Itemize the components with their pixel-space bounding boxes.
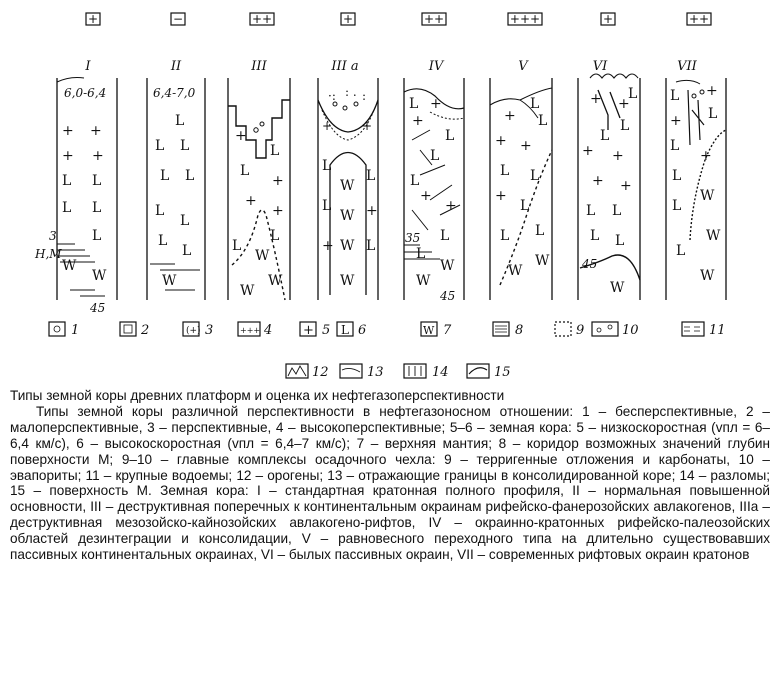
- svg-text:W: W: [240, 283, 255, 299]
- svg-text:L: L: [500, 228, 510, 244]
- svg-text:+: +: [362, 119, 373, 133]
- svg-text:W: W: [440, 258, 455, 274]
- svg-text:5: 5: [322, 323, 331, 338]
- svg-text:+: +: [62, 148, 74, 164]
- svg-text:+++: +++: [240, 326, 261, 335]
- svg-text::: :: [362, 89, 367, 103]
- svg-text:L: L: [158, 233, 168, 249]
- svg-text:L: L: [232, 238, 242, 254]
- svg-text:L: L: [409, 96, 419, 112]
- svg-text:L: L: [672, 198, 682, 214]
- svg-text:L: L: [92, 173, 102, 189]
- svg-text:W: W: [508, 263, 523, 279]
- svg-text:L: L: [322, 158, 332, 174]
- legend-item-4: [238, 322, 272, 338]
- rating-row: [86, 12, 711, 26]
- rating-box-II: [171, 12, 185, 26]
- svg-text:+: +: [618, 96, 630, 112]
- column-label-IV: IV: [428, 59, 444, 74]
- rating-box-I: [86, 12, 100, 26]
- svg-text:W: W: [535, 253, 550, 269]
- svg-text:L: L: [615, 233, 625, 249]
- rating-symbol: −: [172, 12, 184, 26]
- svg-text:L: L: [62, 200, 72, 216]
- legend-item-5: [300, 322, 330, 338]
- velocity-range-label: 6,0-6,4: [64, 86, 107, 100]
- rating-box-III: [250, 12, 274, 26]
- column-label-III: III: [251, 59, 267, 74]
- svg-text:+: +: [520, 138, 532, 154]
- rating-box-IV: [422, 12, 446, 26]
- svg-text:12: 12: [312, 365, 329, 380]
- rating-box-IIIa: [341, 12, 355, 26]
- svg-text:L: L: [538, 113, 548, 129]
- rating-symbol: +: [87, 12, 99, 26]
- svg-text:W: W: [268, 273, 283, 289]
- svg-text:+: +: [90, 123, 102, 139]
- legend-item-3: [183, 322, 213, 338]
- svg-text:(+): (+): [186, 326, 201, 336]
- svg-text:L: L: [341, 323, 349, 337]
- svg-text:L: L: [708, 106, 718, 122]
- svg-text:+: +: [303, 323, 314, 338]
- svg-text:W: W: [255, 248, 270, 264]
- svg-text:11: 11: [709, 323, 726, 338]
- svg-text:L: L: [180, 138, 190, 154]
- svg-text:L: L: [612, 203, 622, 219]
- svg-text:+: +: [504, 108, 516, 124]
- legend: [49, 322, 726, 380]
- svg-text:L: L: [628, 86, 638, 102]
- velocity-range-label: 6,4-7,0: [153, 86, 196, 100]
- rating-symbol: +++: [509, 12, 541, 26]
- svg-text:W: W: [162, 273, 177, 289]
- svg-text:+: +: [322, 238, 334, 254]
- caption-title: Типы земной коры древних платформ и оценка их нефтегазоперспективности: [10, 388, 505, 403]
- column-label-V: V: [518, 59, 528, 74]
- svg-text:+: +: [592, 173, 604, 189]
- svg-text:9: 9: [576, 323, 585, 338]
- svg-text:L: L: [155, 203, 165, 219]
- rating-box-VII: [687, 12, 711, 26]
- svg-text:L: L: [670, 88, 680, 104]
- svg-text:W: W: [700, 188, 715, 204]
- svg-text:+: +: [495, 133, 507, 149]
- svg-text:+: +: [235, 128, 247, 144]
- svg-text:+: +: [272, 203, 284, 219]
- rating-symbol: +: [342, 12, 354, 26]
- column-VI: [578, 74, 640, 300]
- svg-text:+: +: [92, 148, 104, 164]
- svg-text:W: W: [92, 268, 107, 284]
- svg-text:W: W: [416, 273, 431, 289]
- moho-label: Н,М: [35, 247, 62, 261]
- svg-text:14: 14: [432, 365, 449, 380]
- column-IIIa: [318, 78, 378, 300]
- svg-text:L: L: [500, 163, 510, 179]
- svg-text:+: +: [612, 148, 624, 164]
- svg-text:L: L: [410, 173, 420, 189]
- svg-text:+: +: [670, 113, 682, 129]
- legend-item-14: [404, 364, 449, 380]
- rating-box-VI: [601, 12, 615, 26]
- svg-text:L: L: [92, 200, 102, 216]
- column-label-IIIa: III а: [331, 59, 359, 74]
- svg-text:3: 3: [205, 323, 214, 338]
- legend-item-1: [49, 322, 79, 338]
- moho-depth-label: 45: [90, 301, 106, 315]
- svg-text:W: W: [706, 228, 721, 244]
- legend-item-12: [286, 364, 329, 380]
- svg-text:L: L: [366, 168, 376, 184]
- svg-text:L: L: [445, 128, 455, 144]
- legend-item-10: [592, 322, 639, 338]
- svg-text:1: 1: [71, 323, 80, 338]
- svg-text:L: L: [182, 243, 192, 259]
- svg-text:L: L: [530, 168, 540, 184]
- svg-text:10: 10: [622, 323, 639, 338]
- svg-text:15: 15: [494, 365, 511, 380]
- svg-text:+: +: [430, 96, 442, 112]
- reflector-depth-label: 3: [49, 229, 57, 243]
- svg-text:+: +: [445, 198, 457, 214]
- svg-text:L: L: [175, 113, 185, 129]
- reflector-depth-label: 35: [405, 231, 421, 245]
- svg-text:L: L: [185, 168, 195, 184]
- svg-text:+: +: [272, 173, 284, 189]
- svg-text:L: L: [180, 213, 190, 229]
- svg-text:: .: : .: [345, 85, 357, 99]
- svg-text:L: L: [670, 138, 680, 154]
- legend-item-9: [555, 322, 584, 338]
- svg-text:L: L: [366, 238, 376, 254]
- column-I: [34, 78, 117, 316]
- svg-text:+: +: [245, 193, 257, 209]
- svg-text:8: 8: [515, 323, 524, 338]
- caption-body: Типы земной коры различной перспективности в нефтегазоносном отношении: 1 – бесперспективные, 2 – малоперспективные, 3 – перспективные, 4 – высокоперспективные; 5–6 – земная кора: 5 – низкоскоростная (vпл = 6–6,4 км/с), 6 – высокоскоростная (vпл = 6,4–7 км/с); 7 – верхняя мантия; 8 – коридор возможных значений глубин поверхности М; 9–10 – главные комплексы осадочного чехла: 9 – терригенные отложения и карбонаты, 10 – эвапориты; 11 – крупные водоемы; 12 – орогены; 13 – отражающие границы в консолидированной коре; 14 – разломы; 15 – поверхность М. Земная кора: I – стандартная кратонная полного профиля, II – нормальная повышенной основности, III – деструктивная поперечных к континентальным окраинам рифейско-фанерозойских авлакогенов, IIIa – деструктивная мезозойско-кайнозойских авлакогено-рифтов, IV – окраинно-кратонных рифейско-палеозойских областей дезинтеграции и консолидации, V – равновесного переходного типа на длительно существовавших пассивных континентальных окраинах, VI – былых пассивных окраин, VII – современных рифтовых окраин кратонов: [10, 403, 770, 563]
- svg-text:W: W: [340, 238, 355, 254]
- svg-text:L: L: [530, 96, 540, 112]
- svg-text:6: 6: [358, 323, 367, 338]
- svg-text:L: L: [92, 228, 102, 244]
- svg-text:L: L: [620, 118, 630, 134]
- column-label-VI: VI: [592, 59, 608, 74]
- svg-text:·:: ·:: [328, 89, 336, 103]
- legend-item-7: [421, 322, 452, 338]
- column-V: [490, 78, 552, 300]
- svg-text:W: W: [62, 258, 77, 274]
- svg-text:L: L: [600, 128, 610, 144]
- column-IV: [404, 78, 464, 303]
- svg-text:+: +: [582, 143, 594, 159]
- svg-text:+: +: [420, 188, 432, 204]
- svg-text:W: W: [610, 280, 625, 296]
- svg-text:+: +: [590, 91, 602, 107]
- svg-text:L: L: [240, 163, 250, 179]
- legend-item-13: [340, 364, 384, 380]
- column-label-I: I: [85, 59, 91, 74]
- svg-text:+: +: [700, 148, 712, 164]
- svg-text:4: 4: [264, 323, 273, 338]
- svg-text:L: L: [590, 228, 600, 244]
- svg-text:7: 7: [443, 323, 452, 338]
- svg-text:L: L: [586, 203, 596, 219]
- rating-symbol: +: [602, 12, 614, 26]
- svg-text:L: L: [672, 168, 682, 184]
- rating-symbol: ++: [688, 12, 710, 26]
- svg-text:+: +: [366, 203, 378, 219]
- svg-text:L: L: [270, 228, 280, 244]
- column-label-VII: VII: [677, 59, 697, 74]
- rating-box-V: [508, 12, 542, 26]
- svg-text:+: +: [706, 83, 718, 99]
- column-III: [228, 78, 290, 300]
- svg-text:W: W: [340, 208, 355, 224]
- moho-depth-label: 45: [440, 289, 456, 303]
- legend-item-2: [120, 322, 149, 338]
- svg-text:+: +: [620, 178, 632, 194]
- svg-text:13: 13: [367, 365, 384, 380]
- legend-item-6: [337, 322, 366, 338]
- svg-text:L: L: [270, 143, 280, 159]
- svg-text:L: L: [160, 168, 170, 184]
- svg-text:+: +: [412, 113, 424, 129]
- svg-text:L: L: [430, 148, 440, 164]
- svg-text:+: +: [322, 119, 333, 133]
- svg-text:W: W: [340, 178, 355, 194]
- svg-text:L: L: [520, 198, 530, 214]
- legend-item-11: [682, 322, 726, 338]
- svg-text:L: L: [416, 246, 426, 262]
- legend-item-8: [493, 322, 523, 338]
- svg-text:L: L: [535, 223, 545, 239]
- svg-text:L: L: [676, 243, 686, 259]
- svg-text:L: L: [155, 138, 165, 154]
- svg-text:L: L: [440, 228, 450, 244]
- legend-item-15: [467, 364, 511, 380]
- svg-text:L: L: [62, 173, 72, 189]
- svg-text:2: 2: [141, 323, 150, 338]
- column-VII: [666, 78, 726, 300]
- rating-symbol: ++: [251, 12, 273, 26]
- svg-text:+: +: [62, 123, 74, 139]
- moho-depth-label: 45: [582, 257, 598, 271]
- column-II: [147, 78, 205, 300]
- svg-text:+: +: [495, 188, 507, 204]
- rating-symbol: ++: [423, 12, 445, 26]
- svg-text:W: W: [423, 324, 435, 337]
- svg-text:W: W: [700, 268, 715, 284]
- column-label-II: II: [170, 59, 182, 74]
- figure-caption: [10, 388, 770, 563]
- column-labels: [84, 59, 697, 74]
- svg-text:W: W: [340, 273, 355, 289]
- svg-text:L: L: [322, 198, 332, 214]
